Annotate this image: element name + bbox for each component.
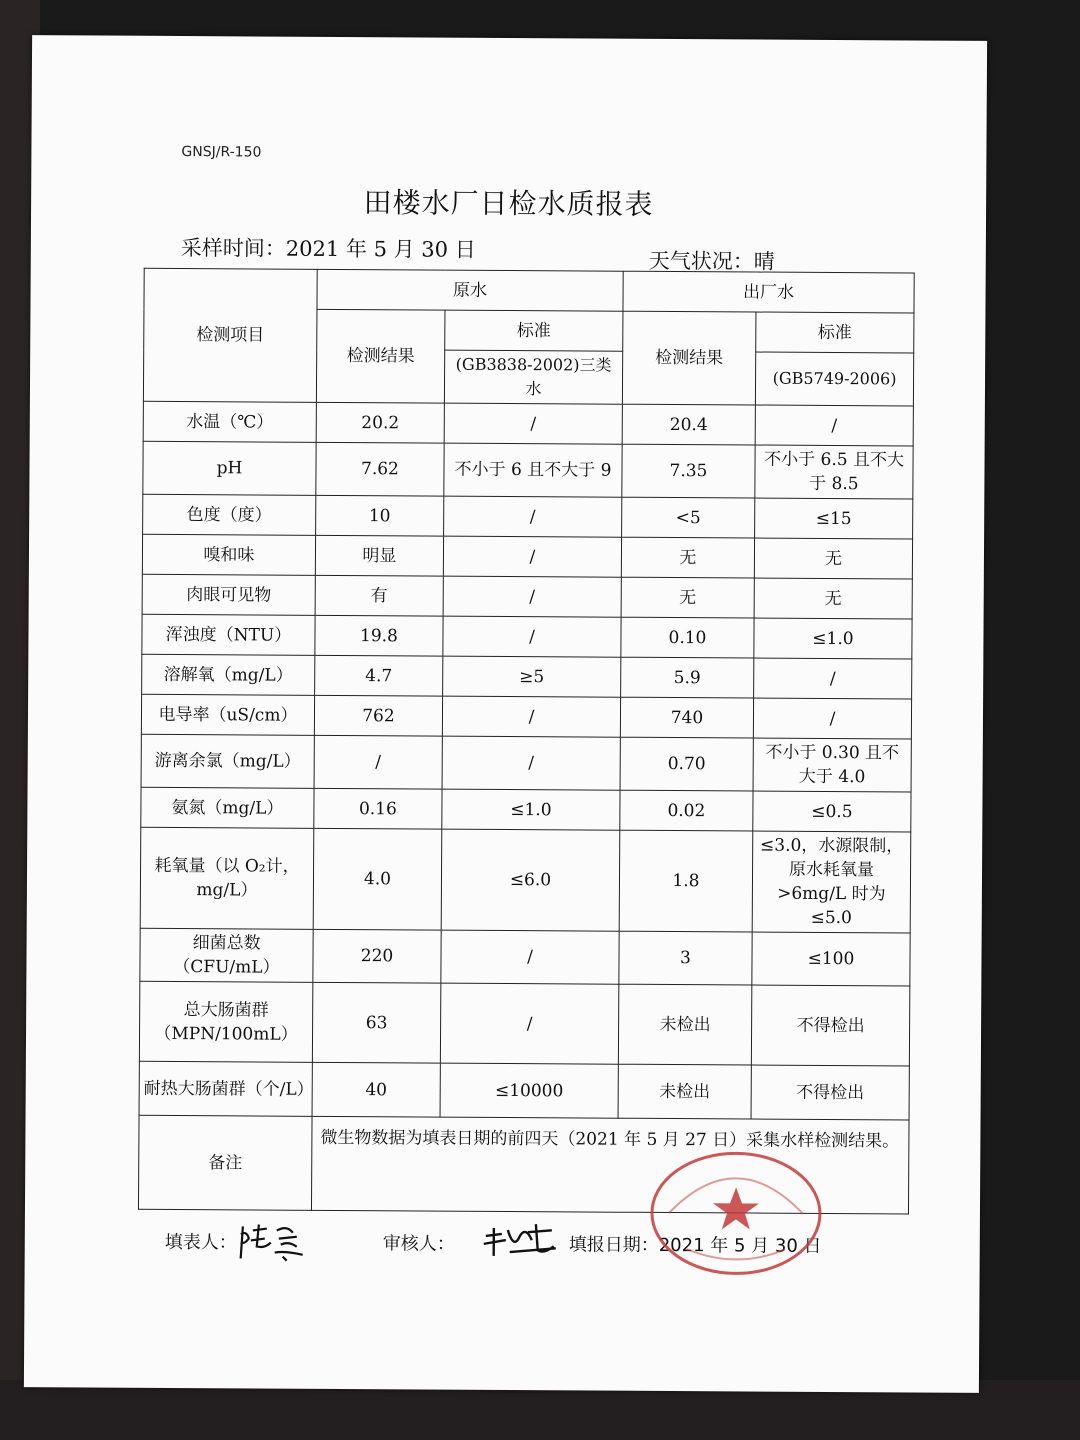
document-code: GNSJ/R-150 — [181, 144, 262, 161]
cell-raw-std: / — [443, 616, 621, 657]
header-out-result: 检测结果 — [622, 311, 756, 405]
table-row — [141, 787, 911, 832]
header-raw-standard-code: (GB3838-2002)三类水 — [444, 350, 622, 404]
table-row — [142, 534, 912, 579]
cell-out-std: 无 — [754, 578, 912, 619]
sample-time: 采样时间：2021 年 5 月 30 日 — [180, 236, 476, 262]
cell-raw-result: 0.16 — [314, 788, 442, 829]
header-raw-standard: 标准 — [445, 310, 623, 351]
cell-item: 嗅和味 — [142, 534, 315, 575]
report-date-label: 填报日期： — [568, 1234, 659, 1256]
cell-out-std: 无 — [754, 538, 912, 579]
weather-status: 天气状况：晴 — [648, 248, 775, 274]
cell-raw-std: ≥5 — [443, 656, 621, 697]
cell-out-result: 20.4 — [622, 404, 755, 445]
reviewer-label: 审核人： — [382, 1233, 455, 1255]
cell-item: 总大肠菌群（MPN/100mL） — [139, 981, 312, 1062]
cell-raw-result: 20.2 — [316, 402, 444, 443]
cell-raw-result: 220 — [313, 929, 441, 983]
cell-raw-result: 4.7 — [315, 655, 443, 696]
table-row — [139, 1061, 909, 1120]
cell-out-std: / — [755, 405, 913, 446]
cell-out-std: 不得检出 — [751, 1065, 909, 1120]
cell-item: 肉眼可见物 — [142, 574, 315, 615]
cell-item: 游离余氯（mg/L） — [141, 734, 314, 788]
note-label: 备注 — [138, 1115, 312, 1210]
cell-raw-result: 40 — [312, 1062, 440, 1117]
cell-out-result: 3 — [619, 931, 752, 985]
cell-out-result: 1.8 — [619, 830, 753, 932]
cell-out-result: 无 — [621, 537, 754, 578]
cell-raw-result: 10 — [316, 495, 444, 536]
cell-item: 耗氧量（以 O₂计，mg/L） — [140, 827, 314, 929]
cell-out-std: / — [754, 658, 912, 699]
cell-raw-std: 不小于 6 且不大于 9 — [444, 443, 622, 497]
table-row — [142, 574, 912, 619]
table-row — [140, 928, 910, 986]
cell-out-std: ≤1.0 — [754, 618, 912, 659]
cell-raw-std: / — [442, 736, 620, 790]
report-title: 田楼水厂日检水质报表 — [363, 186, 654, 221]
cell-raw-std: / — [443, 536, 621, 577]
cell-raw-result: 有 — [315, 575, 443, 616]
cell-out-result: 未检出 — [618, 1064, 751, 1119]
table-row — [141, 694, 911, 739]
cell-out-std: / — [753, 698, 911, 739]
cell-raw-std: ≤6.0 — [441, 829, 620, 931]
cell-raw-std: ≤1.0 — [442, 789, 620, 830]
cell-out-result: 740 — [620, 697, 753, 738]
header-finished-water: 出厂水 — [623, 271, 914, 313]
cell-out-std: ≤15 — [755, 498, 913, 539]
cell-raw-std: ≤10000 — [440, 1063, 618, 1118]
cell-raw-std: / — [442, 696, 620, 737]
cell-raw-std: / — [444, 403, 622, 444]
cell-item: 溶解氧（mg/L） — [142, 654, 315, 695]
cell-raw-std: / — [444, 496, 622, 537]
cell-raw-result: 明显 — [315, 535, 443, 576]
cell-out-result: 0.70 — [620, 737, 753, 791]
cell-item: 浑浊度（NTU） — [142, 614, 315, 655]
cell-item: 水温（℃） — [143, 401, 316, 442]
header-out-standard-code: (GB5749-2006) — [755, 352, 913, 406]
table-row — [139, 981, 909, 1066]
cell-out-result: 0.02 — [620, 790, 753, 831]
cell-out-std: 不小于 0.30 且不大于 4.0 — [753, 738, 911, 792]
cell-raw-result: 7.62 — [316, 442, 444, 496]
official-seal — [647, 1149, 826, 1278]
cell-out-std: 不得检出 — [751, 985, 909, 1066]
table-row — [141, 734, 911, 792]
header-raw-result: 检测结果 — [316, 309, 445, 403]
table-row — [143, 494, 913, 539]
reviewer-signature — [480, 1210, 560, 1264]
table-row — [140, 827, 911, 933]
cell-item: pH — [143, 441, 316, 495]
cell-out-result: 无 — [621, 577, 754, 618]
cell-item: 氨氮（mg/L） — [141, 787, 314, 828]
note-text: 微生物数据为填表日期的前四天（2021 年 5 月 27 日）采集水样检测结果。 — [311, 1116, 909, 1214]
table-row — [142, 614, 912, 659]
cell-raw-std: / — [441, 930, 619, 984]
table-row — [143, 441, 913, 499]
cell-out-std: 不小于 6.5 且不大于 8.5 — [755, 445, 913, 499]
cell-item: 细菌总数（CFU/mL） — [140, 928, 313, 982]
cell-out-std: ≤0.5 — [753, 791, 911, 832]
cell-raw-result: / — [314, 735, 442, 789]
cell-out-result: 7.35 — [622, 444, 755, 498]
cell-raw-result: 4.0 — [313, 828, 442, 930]
table-row — [142, 654, 912, 699]
cell-raw-result: 762 — [314, 695, 442, 736]
cell-raw-std: / — [440, 983, 618, 1064]
water-quality-table — [138, 268, 915, 1215]
report-date-value: 2021 年 5 月 30 日 — [658, 1234, 822, 1257]
cell-item: 耐热大肠菌群（个/L） — [139, 1061, 312, 1116]
cell-out-result: 0.10 — [621, 617, 754, 658]
filler-label: 填表人： — [164, 1231, 237, 1254]
header-raw-water: 原水 — [317, 269, 623, 311]
cell-item: 色度（度） — [143, 494, 316, 535]
report-paper — [24, 35, 987, 1393]
cell-item: 电导率（uS/cm） — [141, 694, 314, 735]
cell-out-result: 5.9 — [621, 657, 754, 698]
cell-out-std: ≤3.0，水源限制，原水耗氧量>6mg/L 时为≤5.0 — [752, 831, 911, 933]
cell-raw-result: 63 — [312, 982, 440, 1063]
header-item: 检测项目 — [143, 268, 317, 402]
cell-raw-std: / — [443, 576, 621, 617]
cell-out-result: <5 — [622, 497, 755, 538]
filler-signature — [237, 1216, 307, 1268]
table-row — [143, 401, 913, 446]
cell-raw-result: 19.8 — [315, 615, 443, 656]
cell-out-std: ≤100 — [752, 932, 910, 986]
header-out-standard: 标准 — [756, 312, 914, 353]
cell-out-result: 未检出 — [618, 984, 751, 1065]
